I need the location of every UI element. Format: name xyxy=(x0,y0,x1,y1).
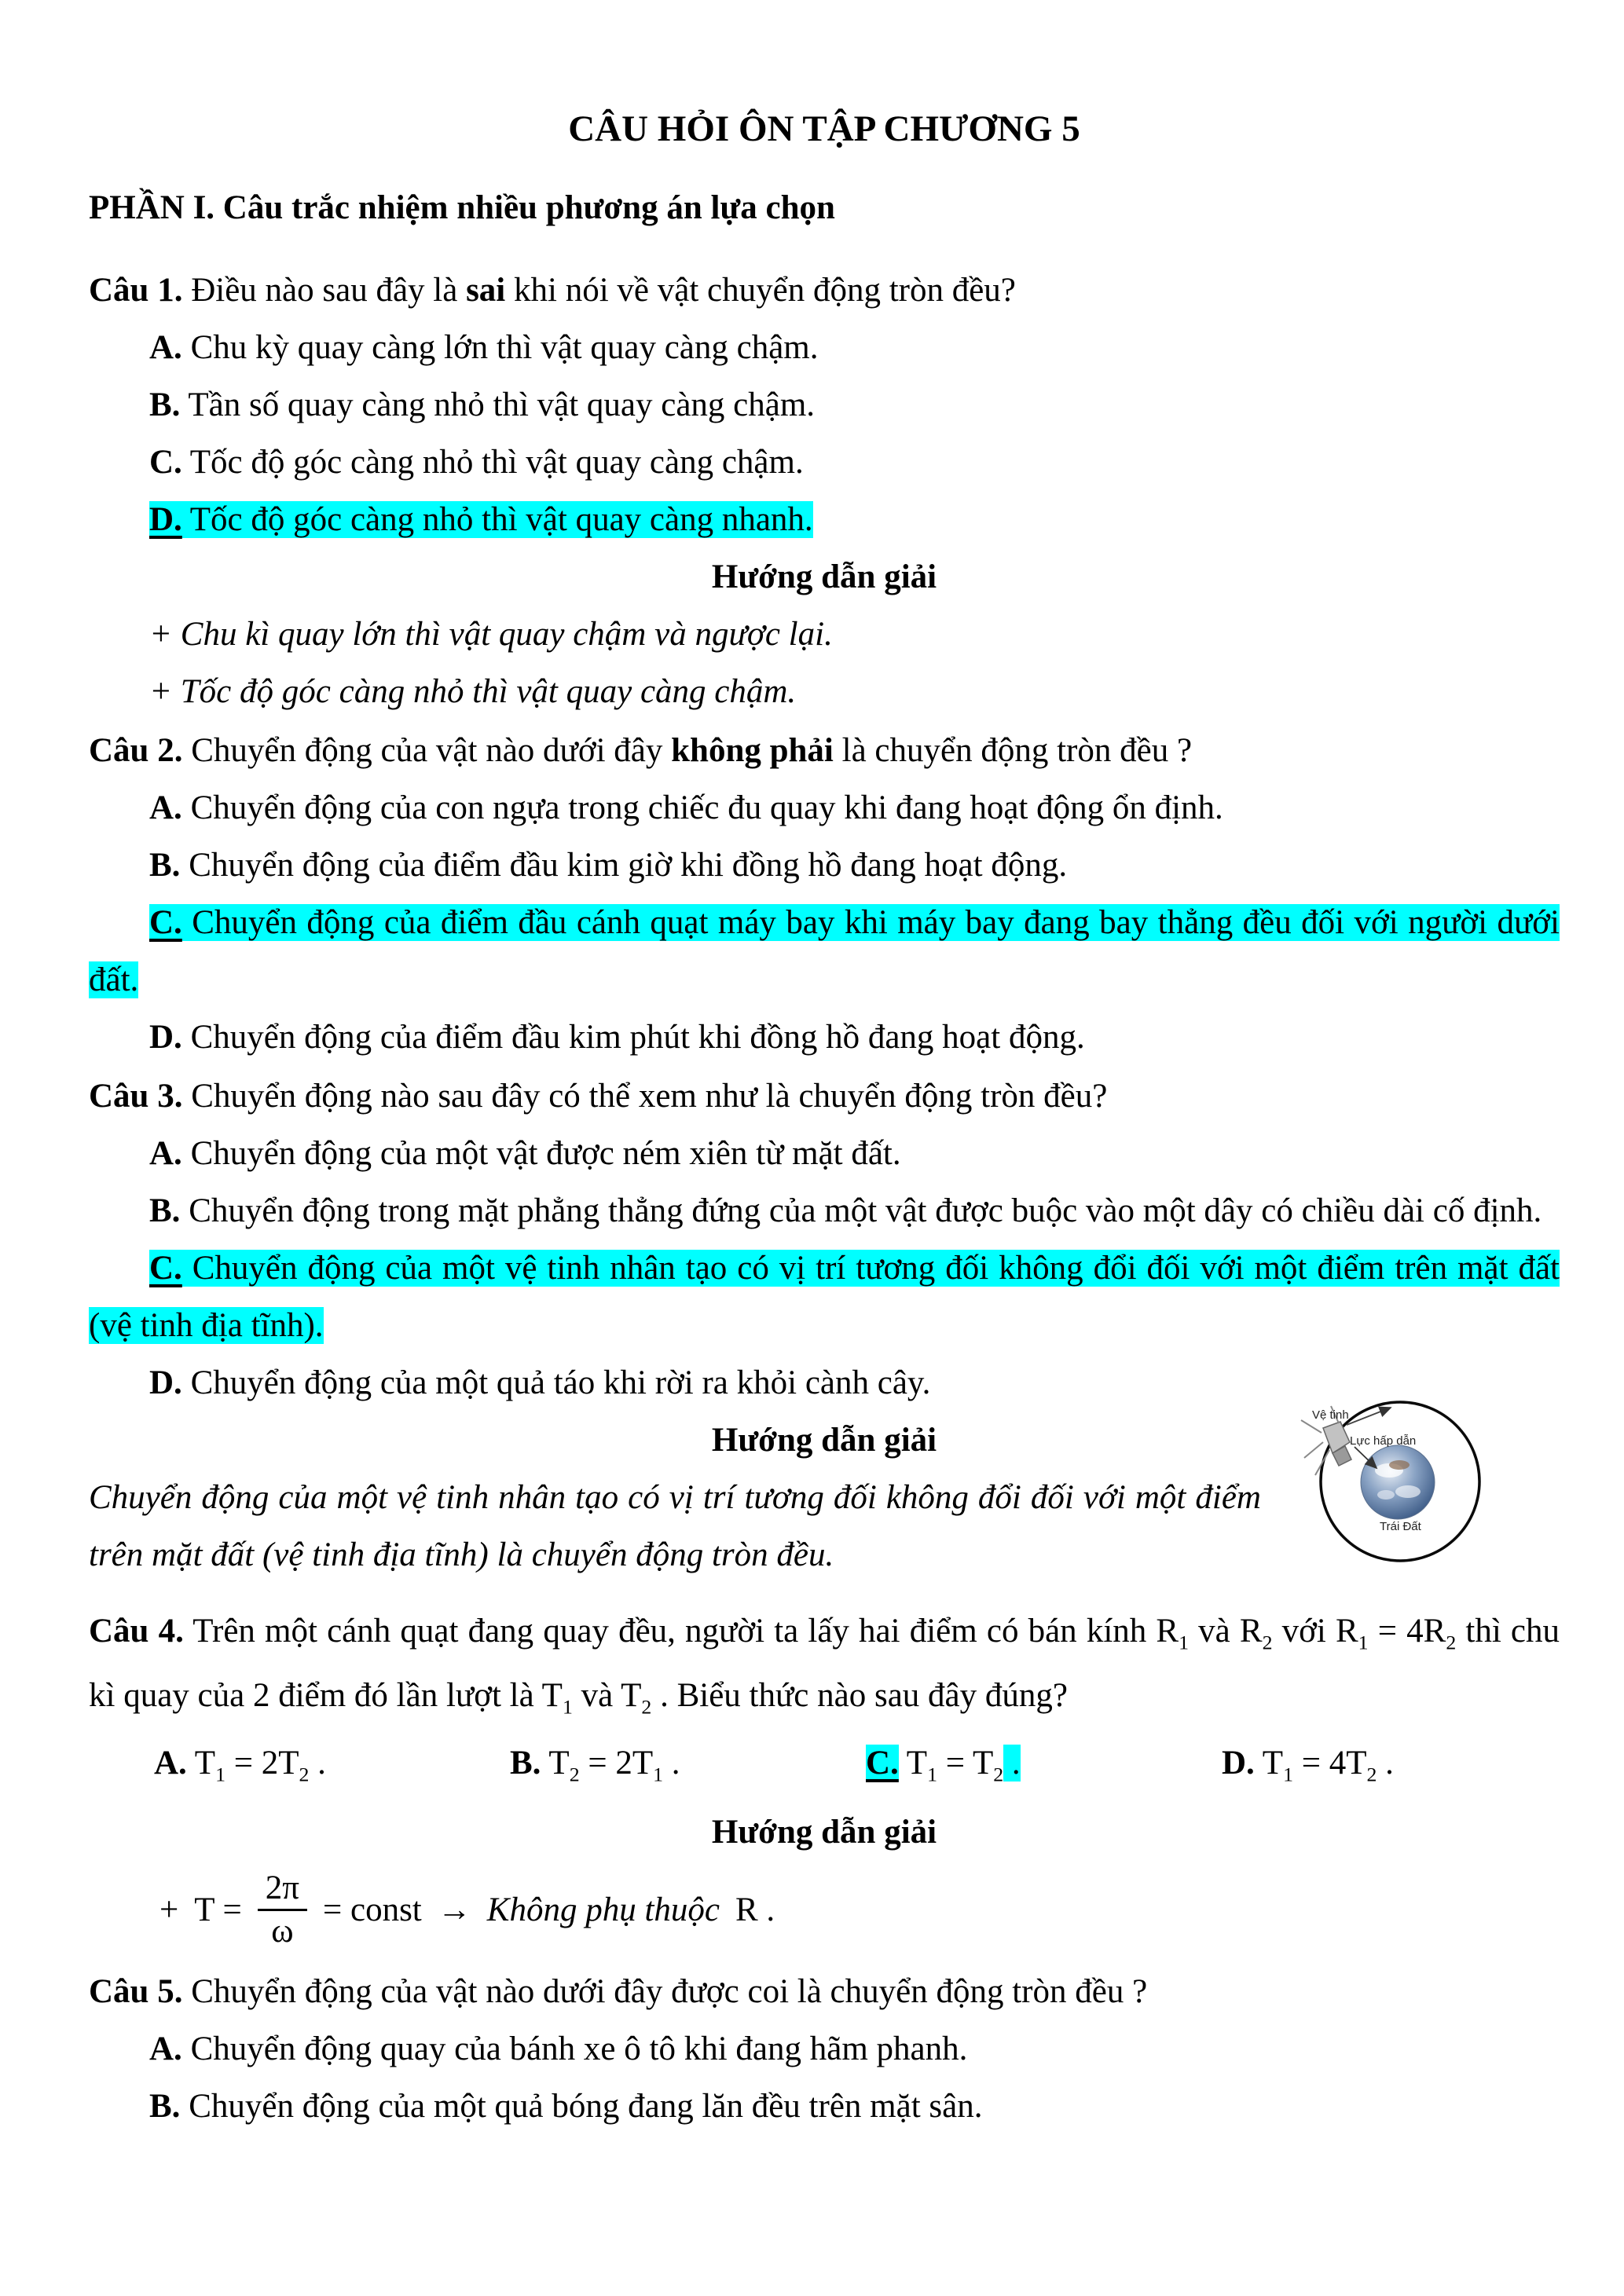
option-text: Chuyển động quay của bánh xe ô tô khi đang hãm phanh. xyxy=(181,2031,968,2067)
option-text: Chuyển động của một quả táo khi rời ra khỏi cành cây. xyxy=(181,1364,931,1401)
formula-note: Không phụ thuộc xyxy=(486,1891,720,1928)
option-label: B. xyxy=(149,847,181,884)
answer-label: C. xyxy=(149,904,182,941)
answer-label: C. xyxy=(866,1745,899,1782)
question-text-pre: Điều nào sau đây là xyxy=(182,272,467,309)
option-label: B. xyxy=(149,2088,181,2125)
option-label: A. xyxy=(149,2031,182,2067)
solution-heading: Hướng dẫn giải xyxy=(711,558,937,595)
solution-formula xyxy=(89,1866,1560,1954)
option-d xyxy=(1222,1728,1394,1799)
option-formula: $T_1 = 2T_2$ . xyxy=(186,1745,326,1786)
section-heading: PHẦN I. Câu trắc nhiệm nhiều phương án lựa chọn xyxy=(89,189,835,226)
question-text: Chuyển động nào sau đây có thể xem như là chuyển động tròn đều? xyxy=(182,1078,1108,1115)
option-label: C. xyxy=(149,444,182,481)
option-text: Tần số quay càng nhỏ thì vật quay càng chậm. xyxy=(180,386,816,423)
option-label: B. xyxy=(149,1192,181,1229)
question-emphasis: sai xyxy=(466,272,506,309)
question-5 xyxy=(89,1963,1560,2135)
option-text: Chu kỳ quay càng lớn thì vật quay càng chậm. xyxy=(181,329,819,366)
option-d-answer xyxy=(89,491,1560,548)
arrow-icon: → xyxy=(437,1891,471,1928)
option-a xyxy=(89,319,1560,376)
solution-text: Chuyển động của một vệ tinh nhân tạo có vị trí tương đối không đổi đối với một điểm trên mặt đất (vệ tinh địa tĩnh) là chuyển động tròn đều. xyxy=(89,1479,1261,1573)
earth-label: Trái Đất xyxy=(1380,1520,1421,1533)
satellite-label: Vệ tinh xyxy=(1312,1408,1349,1422)
question-4-options-row xyxy=(89,1728,1560,1799)
question-body: Trên một cánh quạt đang quay đều, người ta lấy hai điểm có bán kính $R_1$ và $R_2$ với $R_1 = 4R_2$ thì chu kì quay của 2 điểm đó lần lượt là $T_1$ và $T_2$ . Biểu thức nào sau đây đúng? xyxy=(89,1613,1560,1719)
option-label: D. xyxy=(1222,1745,1255,1782)
question-3-text xyxy=(89,1067,1560,1125)
fraction-numerator: 2π xyxy=(258,1870,307,1910)
option-text: Chuyển động của điểm đầu kim phút khi đồng hồ đang hoạt động. xyxy=(181,1019,1085,1056)
option-a xyxy=(89,1125,1560,1182)
question-label: Câu 3. xyxy=(89,1078,183,1115)
option-c xyxy=(89,434,1560,491)
earth-orbit-figure xyxy=(1298,1365,1573,1624)
option-formula: $T_1 = 4T_2$ . xyxy=(1254,1745,1394,1786)
question-label: Câu 1. xyxy=(89,272,183,309)
option-c-answer xyxy=(89,1240,1560,1354)
option-label: A. xyxy=(149,789,182,826)
question-2 xyxy=(89,722,1560,1066)
question-2-text xyxy=(89,722,1560,779)
solution-heading: Hướng dẫn giải xyxy=(711,1814,937,1851)
option-text: Chuyển động của điểm đầu kim giờ khi đồng hồ đang hoạt động. xyxy=(180,847,1068,884)
option-b xyxy=(89,376,1560,434)
page-title: CÂU HỎI ÔN TẬP CHƯƠNG 5 xyxy=(568,108,1080,149)
option-b xyxy=(510,1728,866,1799)
option-label: D. xyxy=(149,1019,182,1056)
document-content xyxy=(89,0,1560,2135)
earth-icon xyxy=(1361,1445,1435,1519)
question-text: Chuyển động của vật nào dưới đây được coi là chuyển động tròn đều ? xyxy=(182,1973,1148,2010)
option-label: B. xyxy=(149,386,181,423)
option-c-answer xyxy=(866,1728,1222,1799)
question-emphasis: không phải xyxy=(671,732,834,769)
option-text: Chuyển động của con ngựa trong chiếc đu quay khi đang hoạt động ổn định. xyxy=(181,789,1223,826)
question-label: Câu 4. xyxy=(89,1613,184,1650)
question-text-pre: Chuyển động của vật nào dưới đây xyxy=(182,732,672,769)
option-a xyxy=(154,1728,510,1799)
option-a xyxy=(89,2020,1560,2078)
option-text: Chuyển động trong mặt phẳng thẳng đứng của một vật được buộc vào một dây có chiều dài cố định. xyxy=(180,1192,1542,1229)
solution-heading: Hướng dẫn giải xyxy=(711,1422,937,1459)
answer-label: C. xyxy=(149,1250,182,1287)
option-a xyxy=(89,779,1560,837)
answer-label: D. xyxy=(149,501,182,538)
answer-highlight xyxy=(866,1745,899,1782)
solution-line-2: + Tốc độ góc càng nhỏ thì vật quay càng chậm. xyxy=(149,673,797,710)
earth-orbit-illustration xyxy=(1298,1365,1573,1624)
option-formula: $T_2 = 2T_1$ . xyxy=(541,1745,680,1786)
option-text: Chuyển động của một vật được ném xiên từ mặt đất. xyxy=(181,1135,901,1172)
option-text: Chuyển động của điểm đầu cánh quạt máy bay khi máy bay đang bay thẳng đều đối với người dưới đất. xyxy=(89,904,1560,998)
answer-highlight-tail: . xyxy=(1003,1745,1021,1782)
gravity-label: Lực hấp dẫn xyxy=(1350,1434,1417,1448)
option-label: D. xyxy=(149,1364,182,1401)
answer-highlight xyxy=(89,904,1560,998)
option-label: B. xyxy=(510,1745,541,1782)
formula-lhs: T = xyxy=(194,1891,242,1928)
answer-highlight xyxy=(89,1250,1560,1344)
question-4 xyxy=(89,1599,1560,1954)
option-d xyxy=(89,1009,1560,1066)
option-b xyxy=(89,2078,1560,2135)
option-b xyxy=(89,1182,1560,1240)
option-label: A. xyxy=(149,1135,182,1172)
question-1-text xyxy=(89,262,1560,319)
option-text: Tốc độ góc càng nhỏ thì vật quay càng nhanh. xyxy=(181,501,813,538)
fraction-denominator: ω xyxy=(271,1912,294,1950)
question-1 xyxy=(89,262,1560,720)
question-text-post: khi nói về vật chuyển động tròn đều? xyxy=(505,272,1016,309)
option-text: Tốc độ góc càng nhỏ thì vật quay càng chậm. xyxy=(181,444,804,481)
solution-line-1: + Chu kì quay lớn thì vật quay chậm và ngược lại. xyxy=(149,616,833,653)
option-label: A. xyxy=(154,1745,187,1782)
plus-sign: + xyxy=(159,1891,179,1928)
option-formula: $T_1 = T_2$ xyxy=(898,1745,1004,1786)
option-b xyxy=(89,837,1560,894)
fraction xyxy=(258,1870,307,1948)
question-5-text xyxy=(89,1963,1560,2020)
question-label: Câu 2. xyxy=(89,732,183,769)
option-c-answer xyxy=(89,894,1560,1009)
formula-rhs: = const xyxy=(322,1891,422,1928)
question-label: Câu 5. xyxy=(89,1973,183,2010)
question-text-post: là chuyển động tròn đều ? xyxy=(833,732,1193,769)
answer-highlight xyxy=(149,501,813,538)
option-text: Chuyển động của một quả bóng đang lăn đều trên mặt sân. xyxy=(180,2088,983,2125)
option-label: A. xyxy=(149,329,182,366)
formula-tail: R . xyxy=(735,1891,775,1928)
option-text: Chuyển động của một vệ tinh nhân tạo có vị trí tương đối không đổi đối với một điểm trên mặt đất (vệ tinh địa tĩnh). xyxy=(89,1250,1560,1344)
